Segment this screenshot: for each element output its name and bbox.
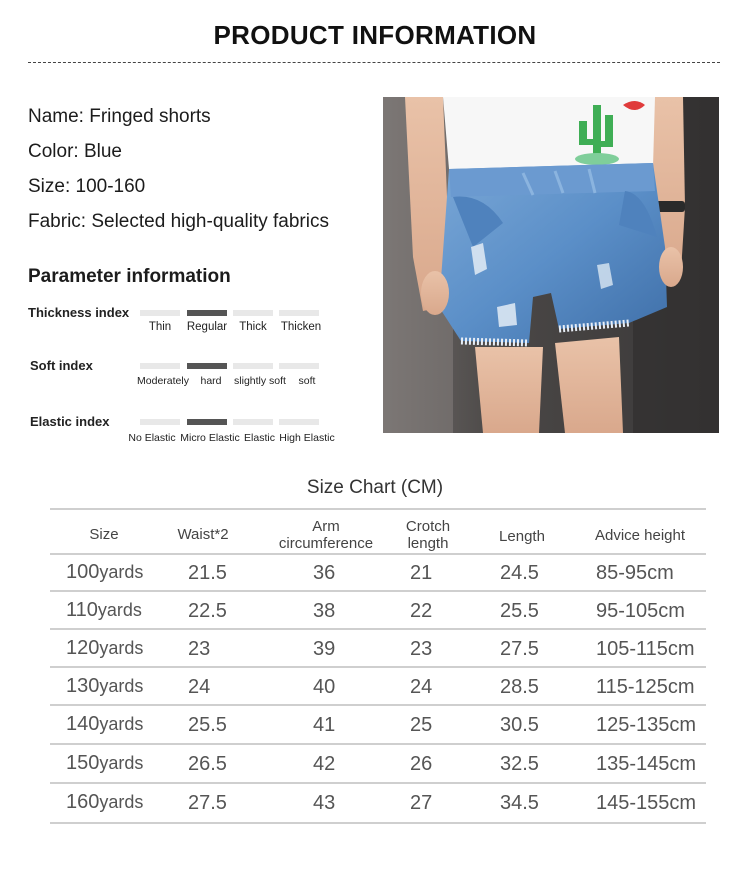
header-advice-height: Advice height — [594, 527, 686, 544]
cell-arm: 42 — [313, 753, 336, 775]
cell-length: 32.5 — [500, 753, 539, 775]
header-arm: Arm circumference — [278, 518, 374, 552]
elastic-index-label: Elastic index — [30, 414, 110, 429]
header-crotch: Crotch length — [405, 518, 451, 552]
cell-arm: 36 — [313, 562, 336, 584]
elastic-option-high-elastic: High Elastic — [279, 432, 335, 444]
cell-length: 25.5 — [500, 600, 539, 622]
table-bottom-border — [50, 822, 706, 824]
table-top-border — [50, 508, 706, 510]
header-length: Length — [499, 528, 545, 545]
cell-waist: 26.5 — [188, 753, 227, 775]
thickness-seg-0 — [140, 310, 180, 316]
table-row-divider — [50, 743, 706, 745]
cell-size: 130yards — [66, 675, 144, 697]
thickness-seg-2 — [233, 310, 273, 316]
product-color: Color: Blue — [28, 141, 122, 162]
product-photo-illustration — [383, 97, 719, 433]
soft-option-hard: hard — [200, 375, 222, 387]
product-name: Name: Fringed shorts — [28, 106, 211, 127]
cell-height: 135-145cm — [596, 753, 697, 775]
product-fabric: Fabric: Selected high-quality fabrics — [28, 211, 329, 232]
cell-arm: 39 — [313, 638, 336, 660]
cell-waist: 25.5 — [188, 714, 227, 736]
cell-waist: 21.5 — [188, 562, 227, 584]
cell-size: 140yards — [66, 713, 144, 735]
cell-length: 34.5 — [500, 792, 539, 814]
cell-height: 85-95cm — [596, 562, 674, 584]
page-title: PRODUCT INFORMATION — [213, 20, 537, 50]
header-size: Size — [89, 526, 119, 543]
header-divider — [28, 62, 720, 63]
product-size: Size: 100-160 — [28, 176, 146, 197]
elastic-seg-3 — [279, 419, 319, 425]
cell-size: 110yards — [66, 599, 142, 621]
table-header-border — [50, 553, 706, 555]
cell-arm: 41 — [313, 714, 336, 736]
cell-height: 95-105cm — [596, 600, 685, 622]
soft-option-slightly-soft: slightly soft — [234, 375, 286, 387]
cell-crotch: 24 — [410, 676, 433, 698]
cell-length: 30.5 — [500, 714, 539, 736]
elastic-option-micro-elastic: Micro Elastic — [180, 432, 240, 444]
cell-length: 28.5 — [500, 676, 539, 698]
thickness-option-thick: Thick — [239, 321, 267, 333]
size-chart-title: Size Chart (CM) — [306, 477, 444, 498]
thickness-seg-1 — [187, 310, 227, 316]
table-row-divider — [50, 628, 706, 630]
elastic-option-no-elastic: No Elastic — [128, 432, 176, 444]
elastic-seg-2 — [233, 419, 273, 425]
cell-arm: 43 — [313, 792, 336, 814]
cell-height: 145-155cm — [596, 792, 697, 814]
table-row-divider — [50, 704, 706, 706]
cell-waist: 24 — [188, 676, 211, 698]
cell-crotch: 25 — [410, 714, 433, 736]
soft-seg-3 — [279, 363, 319, 369]
thickness-option-thin: Thin — [148, 321, 172, 333]
thickness-seg-3 — [279, 310, 319, 316]
elastic-seg-0 — [140, 419, 180, 425]
cell-arm: 38 — [313, 600, 336, 622]
cell-size: 100yards — [66, 561, 144, 583]
cell-height: 115-125cm — [596, 676, 695, 698]
cell-size: 160yards — [66, 791, 144, 813]
soft-option-moderately: Moderately — [137, 375, 189, 387]
cell-crotch: 22 — [410, 600, 433, 622]
header-waist: Waist*2 — [177, 526, 229, 543]
cell-height: 105-115cm — [596, 638, 695, 660]
cell-height: 125-135cm — [596, 714, 697, 736]
thickness-index-label: Thickness index — [28, 305, 130, 320]
product-photo — [383, 97, 719, 433]
soft-seg-0 — [140, 363, 180, 369]
soft-index-label: Soft index — [30, 358, 93, 373]
soft-seg-2 — [233, 363, 273, 369]
soft-option-soft: soft — [298, 375, 316, 387]
thickness-option-thicken: Thicken — [280, 321, 322, 333]
parameter-heading: Parameter information — [28, 266, 231, 287]
cell-length: 27.5 — [500, 638, 539, 660]
cell-waist: 27.5 — [188, 792, 227, 814]
table-row-divider — [50, 666, 706, 668]
cell-crotch: 26 — [410, 753, 433, 775]
table-row-divider — [50, 590, 706, 592]
cell-crotch: 23 — [410, 638, 433, 660]
cell-size: 120yards — [66, 637, 144, 659]
elastic-option-elastic: Elastic — [244, 432, 275, 444]
cell-size: 150yards — [66, 752, 144, 774]
cell-crotch: 27 — [410, 792, 433, 814]
cell-length: 24.5 — [500, 562, 539, 584]
cell-arm: 40 — [313, 676, 336, 698]
cell-waist: 22.5 — [188, 600, 227, 622]
cell-waist: 23 — [188, 638, 211, 660]
soft-seg-1 — [187, 363, 227, 369]
cell-crotch: 21 — [410, 562, 433, 584]
thickness-option-regular: Regular — [186, 321, 228, 333]
table-row-divider — [50, 782, 706, 784]
elastic-seg-1 — [187, 419, 227, 425]
